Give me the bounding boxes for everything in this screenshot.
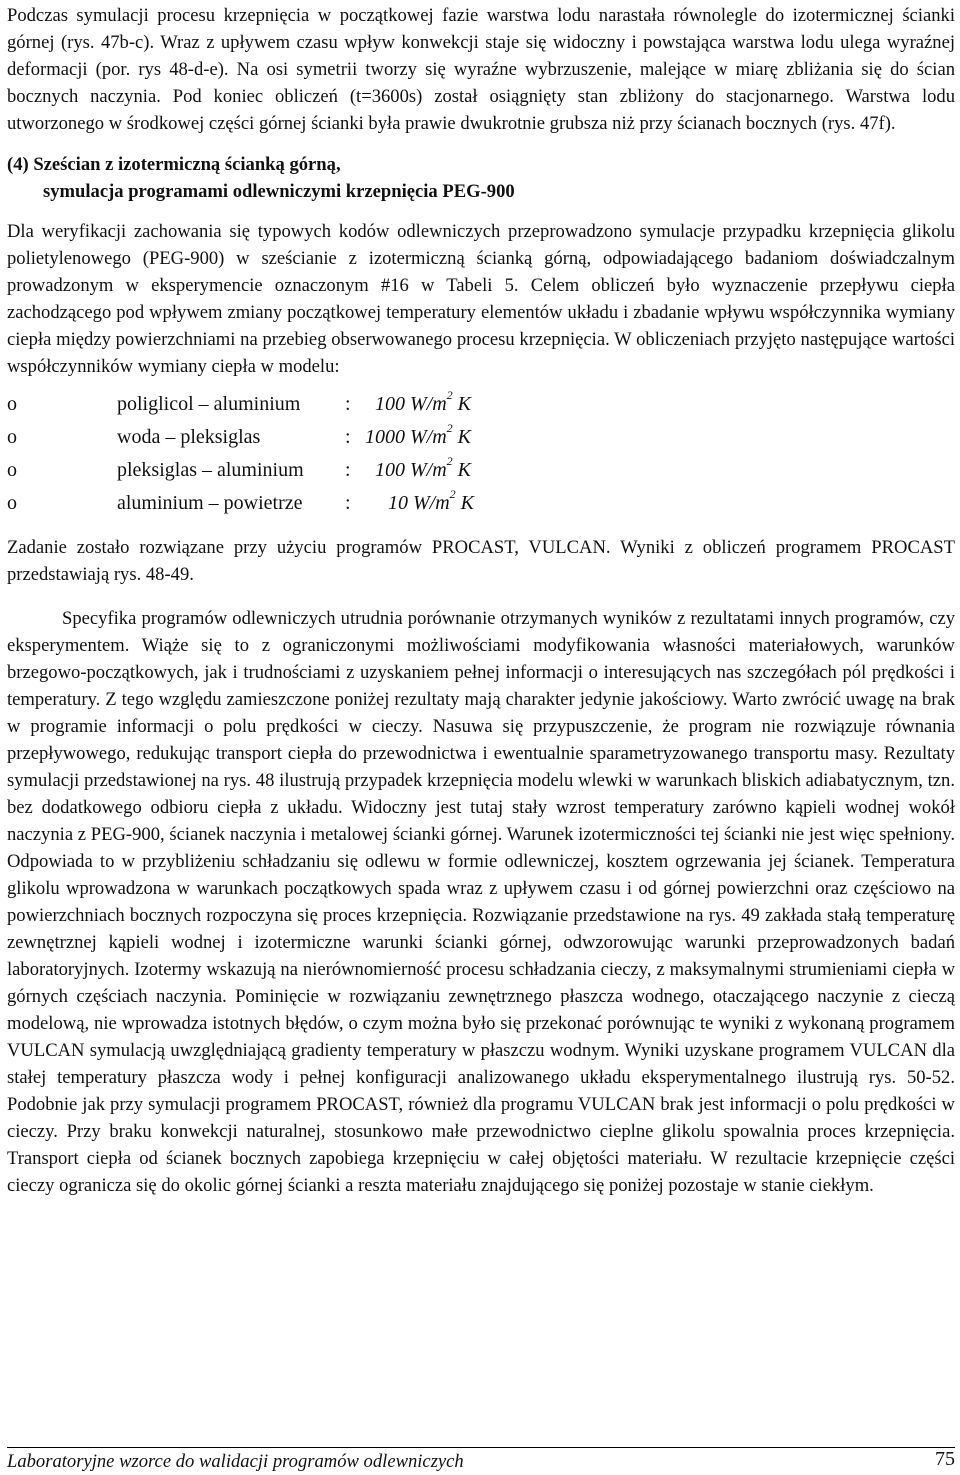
coefficient-item	[7, 454, 955, 487]
coefficient-item	[7, 487, 955, 520]
intro-paragraph: Podczas symulacji procesu krzepnięcia w początkowej fazie warstwa lodu narastała równolegle do izotermicznej ścianki górnej (rys. 47b-c). Wraz z upływem czasu wpływ konwekcji staje się widoczny i powstająca warstwa lodu ulega wyraźnej deformacji (por. rys 48-d-e). Na osi symetrii tworzy się wyraźne wybrzuszenie, malejące w miarę zbliżania się do ścian bocznych naczynia. Pod koniec obliczeń (t=3600s) został osiągnięty stan zbliżony do stacjonarnego. Warstwa lodu utworzonego w środkowej części górnej ścianki była prawie dwukrotnie grubsza niż przy ścianach bocznych (rys. 47f).	[7, 5, 955, 134]
solution-paragraph: Zadanie zostało rozwiązane przy użyciu programów PROCAST, VULCAN. Wyniki z obliczeń programem PROCAST przedstawiają rys. 48-49.	[7, 537, 955, 585]
list-bullet: o	[7, 426, 17, 448]
material-pair: pleksiglas – aluminium	[117, 459, 304, 481]
coefficient-value: 10 $W/m^2$ K	[388, 487, 475, 514]
coefficient-item	[7, 421, 955, 454]
section-heading-line-1: (4) Sześcian z izotermiczną ścianką górną,	[7, 154, 341, 175]
verification-paragraph: Dla weryfikacji zachowania się typowych kodów odlewniczych przeprowadzono symulacje przypadku krzepnięcia glikolu polietylenowego (PEG-900) w sześcianie z izotermiczną ścianką górną, odpowiadającego badaniom doświadczalnym prowadzonym w eksperymencie oznaczonym #16 w Tabeli 5. Celem obliczeń było wyznaczenie przepływu ciepła zachodzącego pod wpływem zmiany początkowej temperatury elementów układu i zbadanie wpływu współczynnika wymiany ciepła między powierzchniami na przebieg obserwowanego procesu krzepnięcia. W obliczeniach przyjęto następujące wartości współczynników wymiany ciepła w modelu:	[7, 221, 955, 377]
separator: :	[345, 393, 351, 415]
section-heading	[7, 151, 955, 205]
section-heading-line-2: symulacja programami odlewniczymi krzepnięcia PEG-900	[43, 181, 515, 202]
material-pair: poliglicol – aluminium	[117, 393, 301, 415]
list-bullet: o	[7, 459, 17, 481]
coefficient-value: 100 $W/m^2$ K	[375, 454, 472, 481]
separator: :	[345, 492, 351, 514]
footer-title: Laboratoryjne wzorce do walidacji programów odlewniczych	[7, 1451, 464, 1472]
page-footer	[7, 1447, 955, 1475]
specifics-paragraph: Specyfika programów odlewniczych utrudnia porównanie otrzymanych wyników z rezultatami innych programów, czy eksperymentem. Wiąże się to z ograniczonymi możliwościami modyfikowania własności materiałowych, warunków brzegowo-początkowych, jak i trudnościami z uzyskaniem pełnej informacji o interesujących nas szczegółach pól prędkości i temperatury. Z tego względu zamieszczone poniżej rezultaty mają charakter jedynie jakościowy. Warto zwrócić uwagę na brak w programie informacji o polu prędkości w cieczy. Nasuwa się przypuszczenie, że program nie rozwiązuje równania przepływowego, redukując transport ciepła do przewodnictwa i ewentualnie sparametryzowanego transportu masy. Rezultaty symulacji przedstawionej na rys. 48 ilustrują przypadek krzepnięcia modelu wlewki w warunkach bliskich adiabatycznym, tzn. bez dodatkowego odbioru ciepła z układu. Widoczny jest tutaj stały wzrost temperatury zarówno kąpieli wodnej wokół naczynia z PEG-900, ścianek naczynia i metalowej ścianki górnej. Warunek izotermiczności tej ścianki nie jest więc spełniony. Odpowiada to w przybliżeniu schładzaniu się odlewu w formie odlewniczej, kosztem ogrzewania jej ścianek. Temperatura glikolu wprowadzona w warunkach początkowych spada wraz z upływem czasu i od górnej powierzchni oraz częściowo na powierzchniach bocznych rozpoczyna się proces krzepnięcia. Rozwiązanie przedstawione na rys. 49 zakłada stałą temperaturę zewnętrznej kąpieli wodnej i izotermiczne warunki ścianki górnej, odwzorowując warunki przeprowadzonych badań laboratoryjnych. Izotermy wskazują na nierównomierność procesu schładzania cieczy, z maksymalnymi strumieniami ciepła w górnych częściach naczynia. Pominięcie w rozwiązaniu zewnętrznego płaszcza wodnego, otaczającego naczynie z cieczą modelową, nie wprowadza istotnych błędów, o czym można było się przekonać porównując te wyniki z wykonaną programem VULCAN symulacją uwzględniającą gradienty temperatury w płaszczu wodnym. Wyniki uzyskane programem VULCAN dla stałej temperatury płaszcza wody i pełnej konfiguracji analizowanego układu eksperymentalnego ilustrują rys. 50-52. Podobnie jak przy symulacji programem PROCAST, również dla programu VULCAN brak jest informacji o polu prędkości w cieczy. Przy braku konwekcji naturalnej, stosunkowo małe przewodnictwo cieplne glikolu spowalnia proces krzepnięcia. Transport ciepła od ścianek bocznych zapobiega krzepnięciu w całej objętości materiału. W rezultacie krzepnięcie części cieczy ogranicza się do okolic górnej ścianki a reszta materiału znajdującego się poniżej pozostaje w stanie ciekłym.	[7, 608, 955, 1196]
material-pair: aluminium – powietrze	[117, 492, 303, 514]
coefficient-item	[7, 388, 955, 421]
coefficient-list	[7, 388, 955, 520]
separator: :	[345, 459, 351, 481]
material-pair: woda – pleksiglas	[117, 426, 261, 448]
list-bullet: o	[7, 492, 17, 514]
page-number: 75	[935, 1448, 955, 1470]
separator: :	[345, 426, 351, 448]
page-body	[7, 0, 955, 1199]
coefficient-value: 1000 $W/m^2$ K	[365, 421, 472, 448]
list-bullet: o	[7, 393, 17, 415]
coefficient-value: 100 $W/m^2$ K	[375, 388, 472, 415]
